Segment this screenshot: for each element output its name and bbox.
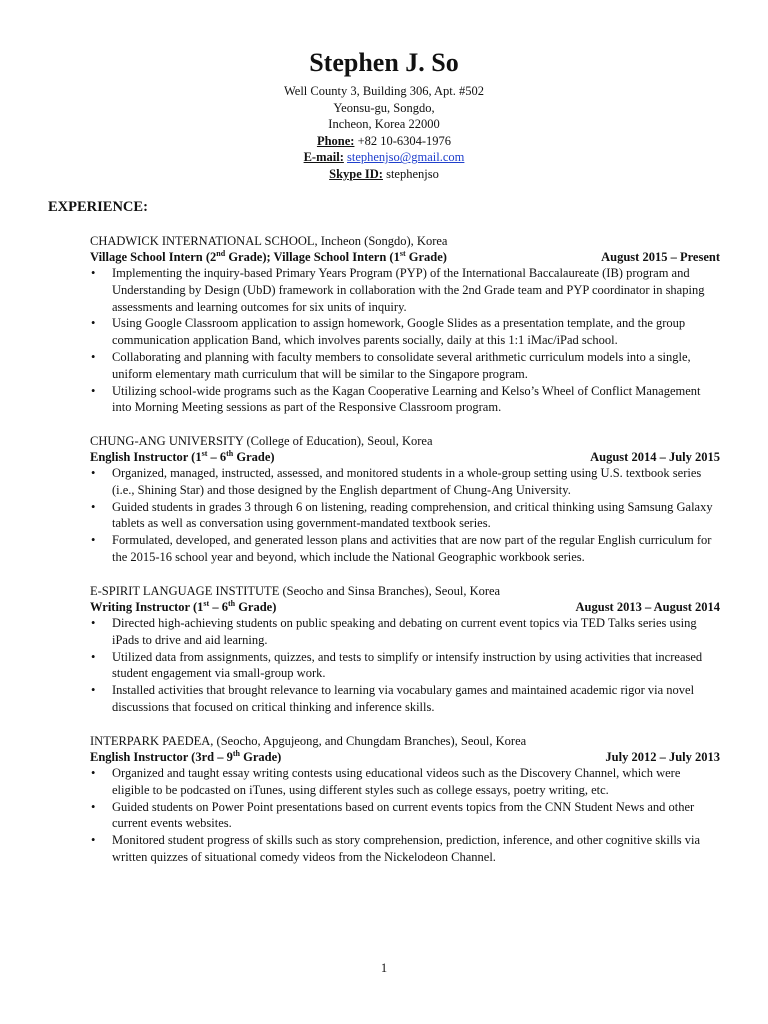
bullet-text: Formulated, developed, and generated lesson plans and activities that are now part of the regular English curriculum for the 2015-16 school year and beyond, which include the National Geographic workbook series. [112,533,712,564]
bullet-text: Guided students on Power Point presentations based on current events topics from the CNN Student News and other current events websites. [112,799,695,831]
skype-value: stephenjso [386,166,439,181]
role-superscript: nd [216,248,226,258]
email-link[interactable]: stephenjso@gmail.com [347,150,465,165]
role-superscript: th [227,598,236,608]
job-organization: CHADWICK INTERNATIONAL SCHOOL, Incheon (Songdo), Korea [90,234,448,248]
job-bullet-item [90,615,720,649]
job-chung-ang [90,433,720,566]
job-organization: CHUNG-ANG UNIVERSITY (College of Education), Seoul, Korea [90,434,433,448]
job-dates: July 2012 – July 2013 [605,750,720,764]
page-number: 1 [380,961,388,975]
job-organization: INTERPARK PAEDEA, (Seocho, Apgujeong, and Chungdam Branches), Seoul, Korea [90,734,527,748]
role-text: Grade) [405,250,447,264]
bullet-icon: • [91,616,96,630]
job-role-row [90,749,720,765]
job-bullet-item [90,465,720,499]
role-text: – 6 [207,450,227,464]
resume-name: Stephen J. So [309,48,459,77]
job-bullet-item [90,765,720,799]
bullet-icon: • [91,766,96,780]
bullet-icon: • [91,499,96,514]
experience-heading: EXPERIENCE: [48,199,148,215]
job-bullet-item [90,349,720,383]
job-role-row [90,449,720,465]
address-line-3: Incheon, Korea 22000 [328,117,440,132]
job-role-title [90,249,447,265]
job-bullet-item [90,265,720,315]
role-superscript: th [232,748,240,758]
role-text: Writing Instructor (1 [90,600,204,614]
job-dates: August 2013 – August 2014 [575,600,720,614]
skype-row [0,166,768,183]
role-text: Grade) [239,750,282,764]
role-text: – 6 [209,600,228,614]
job-role-row [90,599,720,615]
job-interpark [90,733,720,866]
bullet-text: Monitored student progress of skills such as story comprehension, prediction, inference, and other cognitive skills via written quizzes of situational comedy videos from the Nickelodeon Channel. [112,833,701,864]
bullet-text: Collaborating and planning with faculty members to consolidate several arithmetic curriculum models into a single, uniform elementary math curriculum that will be similar to the Singapore program. [112,349,691,381]
job-role-title [90,599,276,615]
phone-label: Phone: [316,133,355,148]
job-e-spirit [90,583,720,716]
bullet-icon: • [91,349,96,364]
skype-label: Skype ID: [329,166,383,181]
role-text: English Instructor (3rd – 9 [90,750,233,764]
role-superscript: st [203,598,210,608]
bullet-icon: • [91,316,96,331]
role-text: Grade) [235,600,277,614]
role-text: Village School Intern (2 [90,250,217,264]
job-bullet-list [90,465,720,566]
bullet-icon: • [91,383,96,398]
address-line-1: Well County 3, Building 306, Apt. #502 [283,84,485,98]
job-bullet-list [90,615,720,716]
job-role-row [90,249,720,265]
job-bullet-item [90,832,720,866]
bullet-text: Utilizing school-wide programs such as the Kagan Cooperative Learning and Kelso’s Wheel of Conflict Management into Morning Meeting sessions as part of the Responsive Classroom program. [112,383,701,415]
bullet-icon: • [91,266,96,280]
bullet-text: Guided students in grades 3 through 6 on listening, reading comprehension, and critical thinking using Samsung Galaxy tablets as well as conversation using government-mandated textbook series. [112,499,713,531]
job-bullet-list [90,765,720,866]
job-bullet-item [90,799,720,833]
role-text: Grade) [233,450,275,464]
job-role-title [90,749,281,765]
email-label: E-mail: [303,150,344,165]
bullet-icon: • [91,683,96,698]
bullet-icon: • [91,533,96,548]
bullet-icon: • [91,833,96,848]
bullet-text: Organized and taught essay writing contests using educational videos such as the Discovery Channel, which were eligible to be podcasted on iTunes, using different styles such as college essays, poetry writing, etc. [112,766,681,797]
bullet-text: Directed high-achieving students on public speaking and debating on current event topics via TED Talks series using iPads to drive and aid learning. [112,616,697,647]
phone-value: +82 10-6304-1976 [357,133,452,148]
job-bullet-list [90,265,720,416]
job-bullet-item [90,315,720,349]
address-line-2: Yeonsu-gu, Songdo, [333,100,435,115]
role-superscript: st [399,248,406,258]
job-bullet-item [90,682,720,716]
role-text: English Instructor (1 [90,450,202,464]
role-superscript: st [201,448,208,458]
phone-row [0,133,768,150]
job-dates: August 2015 – Present [601,250,720,264]
contact-block [0,83,768,183]
job-bullet-item [90,383,720,417]
job-dates: August 2014 – July 2015 [590,450,720,464]
bullet-text: Installed activities that brought relevance to learning via vocabulary games and maintained academic rigor via novel discussions that focused on critical thinking and inference skills. [112,683,695,714]
email-row [0,149,768,166]
bullet-icon: • [91,799,96,814]
bullet-text: Utilized data from assignments, quizzes, and tests to simplify or intensify instruction by using activities that increased student engagement via small-group work. [112,649,703,681]
job-role-title [90,449,275,465]
role-superscript: th [226,448,234,458]
job-bullet-item [90,649,720,683]
job-bullet-item [90,532,720,566]
bullet-text: Using Google Classroom application to assign homework, Google Slides as a presentation template, and the group communication application Band, which involves parents socially, daily at this 1:1 iMac/iPad school. [112,316,686,348]
job-organization: E-SPIRIT LANGUAGE INSTITUTE (Seocho and Sinsa Branches), Seoul, Korea [90,584,501,598]
role-text: Grade); Village School Intern (1 [225,250,400,264]
bullet-icon: • [91,466,96,480]
bullet-text: Organized, managed, instructed, assessed, and monitored students in a whole-group setting using U.S. textbook series (i.e., Shining Star) and those designed by the English department of Chung-Ang University. [112,466,702,497]
bullet-icon: • [91,649,96,664]
job-bullet-item [90,499,720,533]
bullet-text: Implementing the inquiry-based Primary Years Program (PYP) of the International Baccalaureate (IB) program and Understanding by Design (UbD) framework in collaboration with the 2nd Grade team and PYP coordinator in shaping assessments and learning outcomes for six units of inquiry. [112,266,705,314]
job-chadwick [90,233,720,416]
